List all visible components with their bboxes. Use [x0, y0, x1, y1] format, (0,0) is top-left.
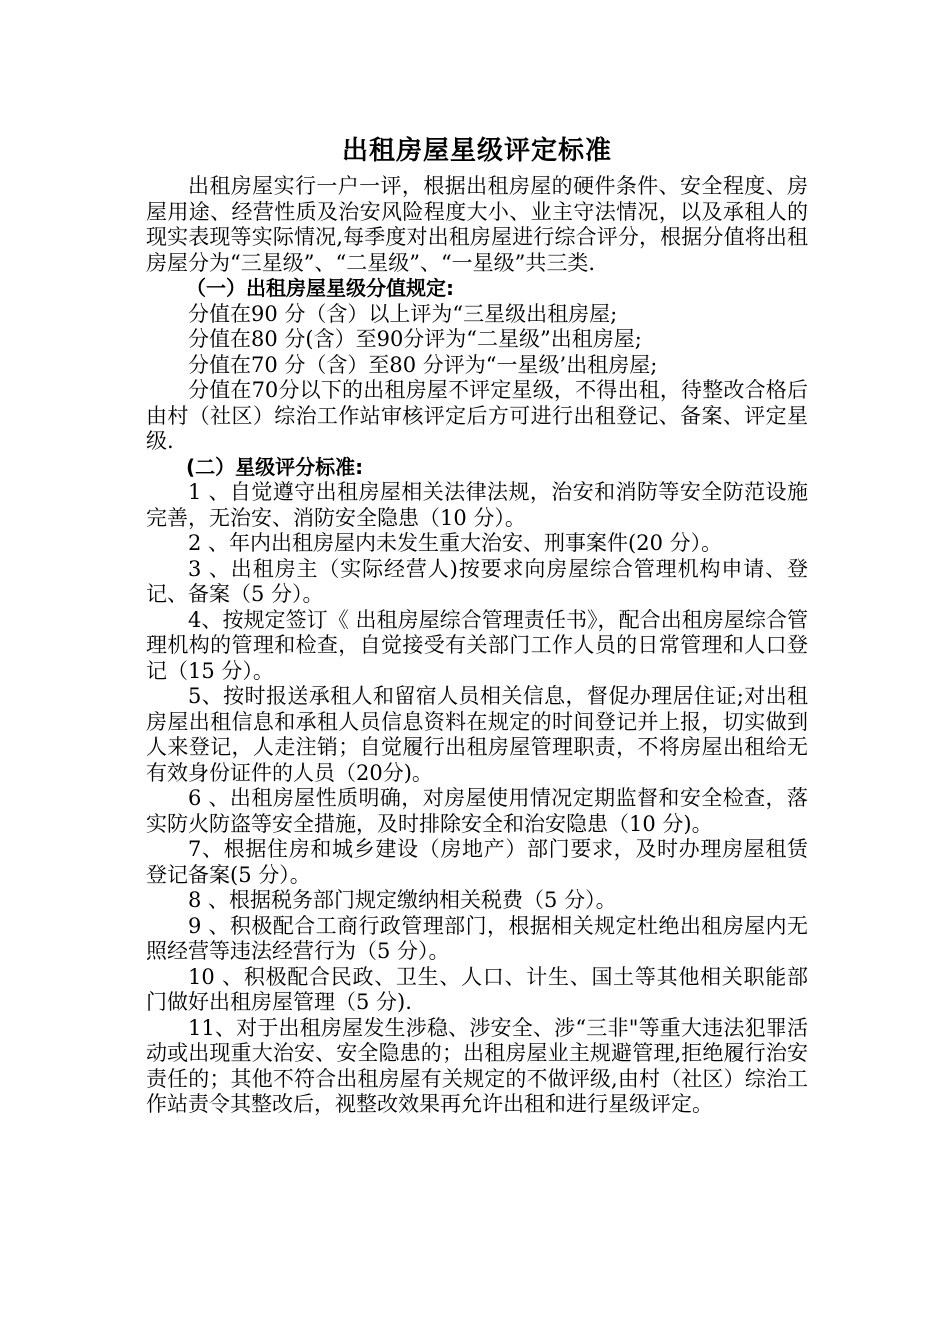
criterion-4: 4、按规定签订《 出租房屋综合管理责任书》，配合出租房屋综合管理机构的管理和检查，自觉接受有关部门工作人员的日常管理和人口登记（15 分）。 [146, 607, 808, 683]
criterion-1: 1 、自觉遵守出租房屋相关法律法规，治安和消防等安全防范设施完善，无治安、消防安全隐患（10 分）。 [146, 480, 808, 530]
section-2-heading: (二）星级评分标准: [186, 454, 364, 479]
criterion-8: 8 、根据税务部门规定缴纳相关税费（5 分）。 [188, 888, 617, 912]
score-rule-one-star: 分值在70 分（含）至80 分评为“一星级’出租房屋; [188, 352, 658, 377]
document-title: 出租房屋星级评定标准 [341, 136, 612, 166]
criterion-10: 10 、积极配合民政、卫生、人口、计生、国土等其他相关职能部门做好出租房屋管理（5 分). [146, 964, 808, 1014]
criterion-11: 11、对于出租房屋发生涉稳、涉安全、涉“三非"等重大违法犯罪活动或出现重大治安、安全隐患的；出租房屋业主规避管理,拒绝履行治安责任的；其他不符合出租房屋有关规定的不做评级,由村（社区）综治工作站责令其整改后，视整改效果再允许出租和进行星级评定。 [146, 1015, 808, 1116]
section-1-heading: （一）出租房屋星级分值规定: [186, 276, 454, 300]
criterion-7: 7、根据住房和城乡建设（房地产）部门要求，及时办理房屋租赁登记备案(5 分）。 [146, 837, 808, 887]
score-rule-below-70: 分值在70分以下的出租房屋不评定星级，不得出租，待整改合格后由村（社区）综治工作站审核评定后方可进行出租登记、备案、评定星级. [146, 378, 808, 453]
criterion-5: 5、按时报送承租人和留宿人员相关信息，督促办理居住证;对出租房屋出租信息和承租人员信息资料在规定的时间登记并上报，切实做到人来登记，人走注销；自觉履行出租房屋管理职责，不将房屋出租给无有效身份证件的人员（20分)。 [146, 684, 808, 785]
criterion-9: 9 、积极配合工商行政管理部门，根据相关规定杜绝出租房屋内无照经营等违法经营行为（5 分）。 [146, 913, 808, 963]
criterion-2: 2 、年内出租房屋内未发生重大治安、刑事案件(20 分）。 [188, 531, 723, 555]
criterion-3: 3 、出租房主（实际经营人)按要求向房屋综合管理机构申请、登记、备案（5 分）。 [146, 556, 808, 606]
intro-paragraph: 出租房屋实行一户一评，根据出租房屋的硬件条件、安全程度、房屋用途、经营性质及治安风险程度大小、业主守法情况，以及承租人的现实表现等实际情况,每季度对出租房屋进行综合评分，根据分值将出租房屋分为“三星级”、“二星级”、“一星级”共三类. [146, 174, 808, 275]
document-body [146, 134, 808, 1118]
score-rule-two-star: 分值在80 分(含）至90分评为“二星级”出租房屋; [188, 327, 642, 351]
criterion-6: 6 、出租房屋性质明确，对房屋使用情况定期监督和安全检查，落实防火防盗等安全措施，及时排除安全和治安隐患（10 分)。 [146, 786, 808, 836]
score-rule-three-star: 分值在90 分（含）以上评为“三星级出租房屋; [188, 301, 618, 326]
